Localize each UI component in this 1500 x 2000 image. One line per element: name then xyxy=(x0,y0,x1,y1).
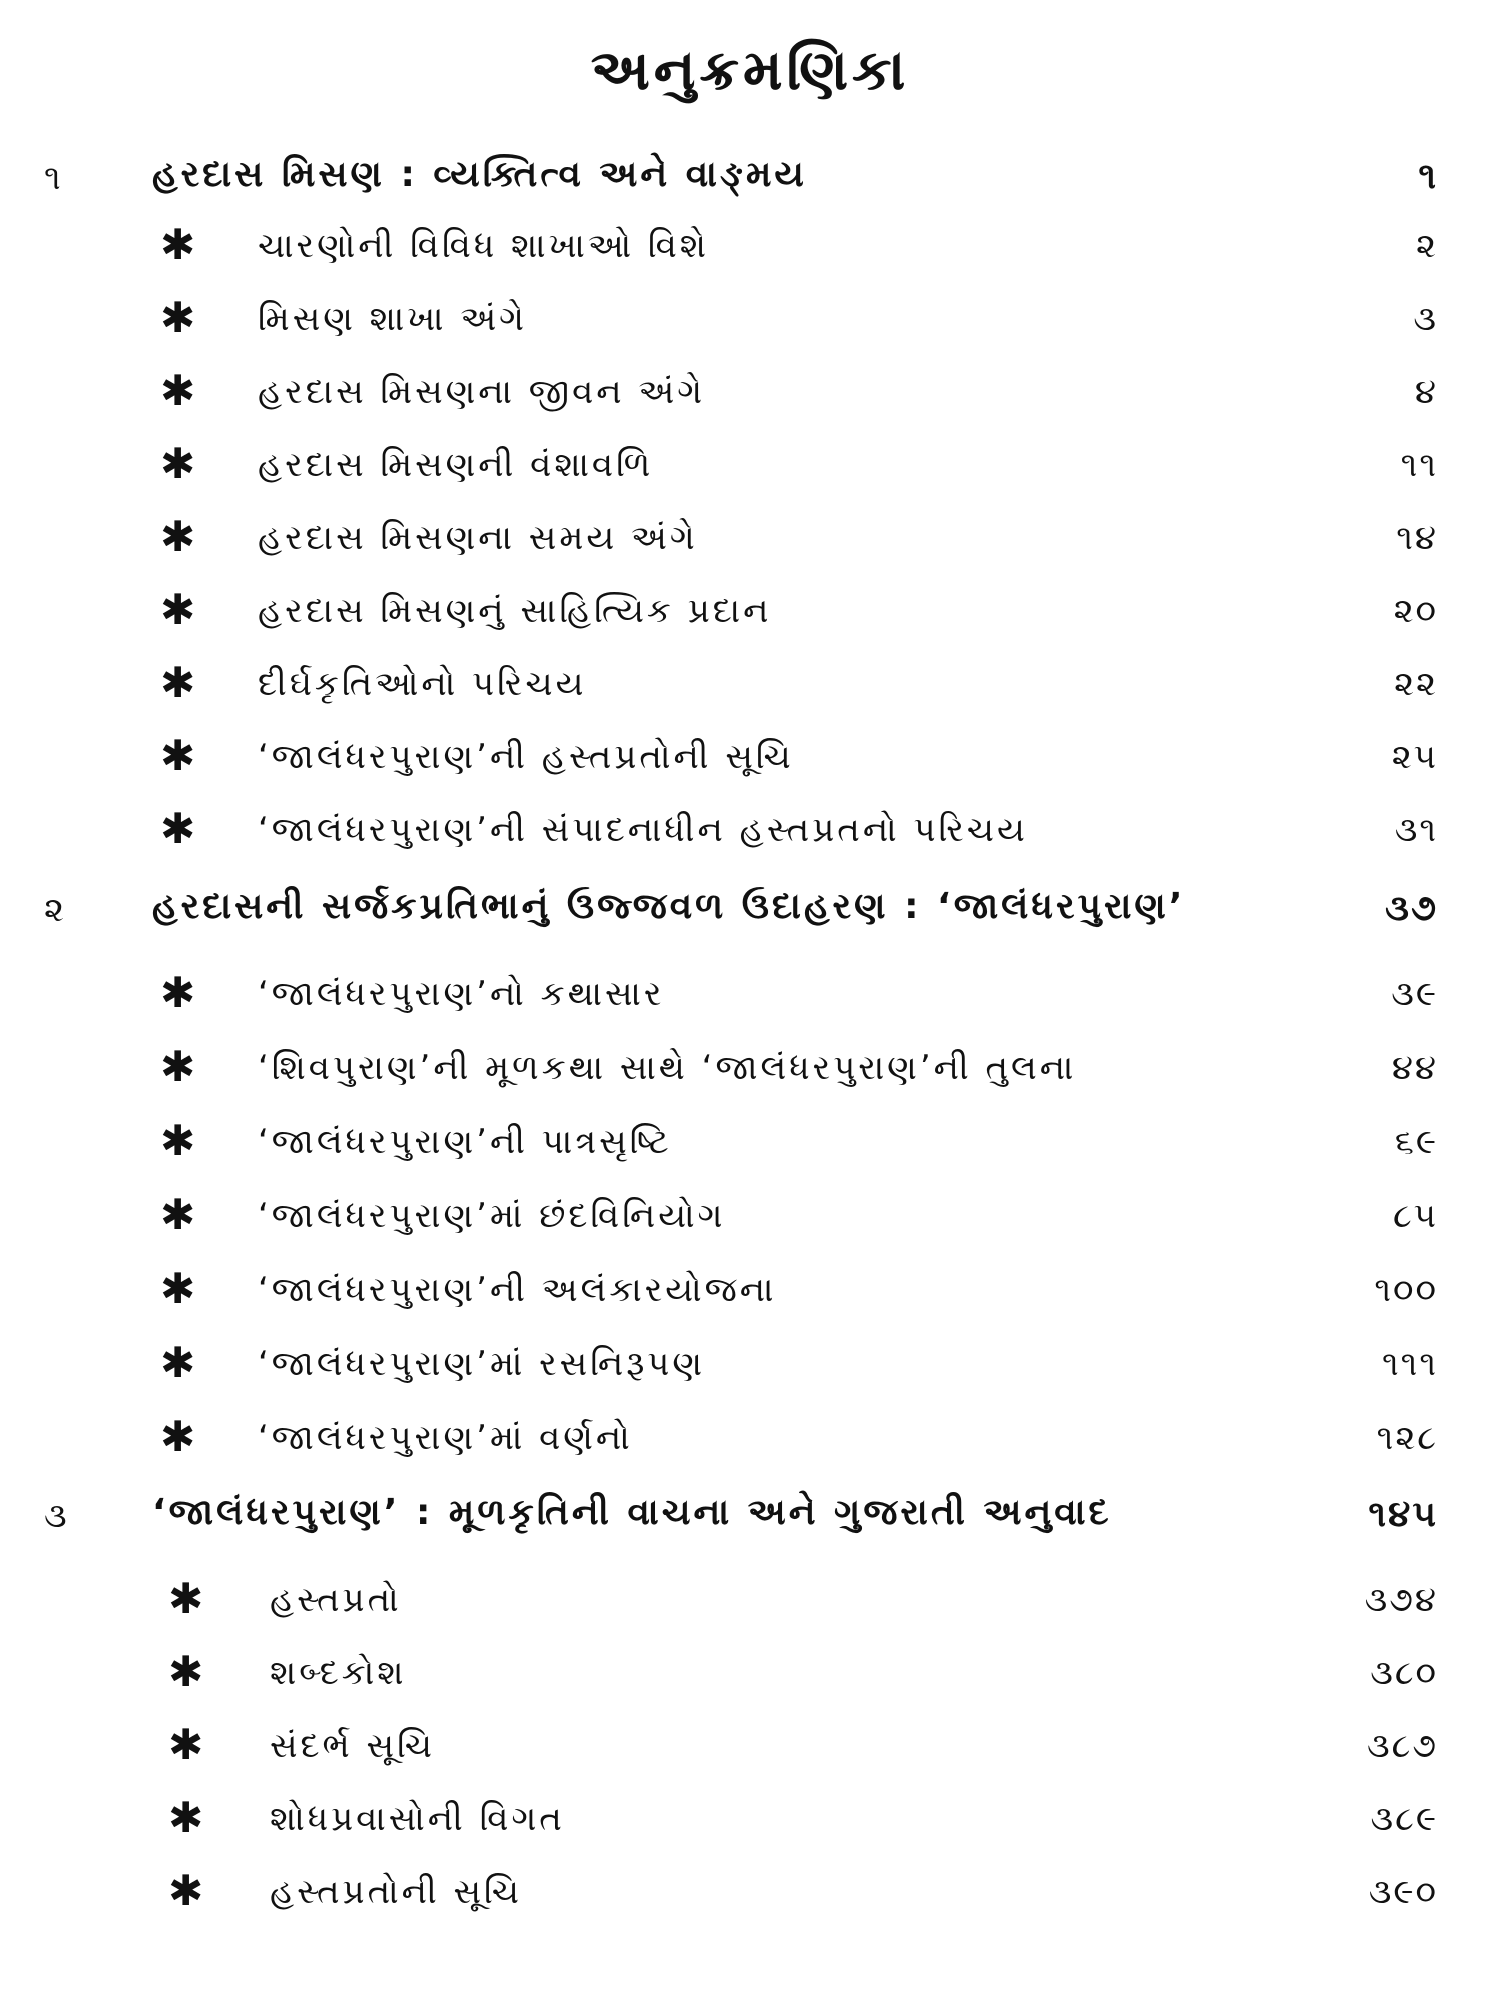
page-number: ૨ xyxy=(1416,226,1438,266)
chapter-number: ૧ xyxy=(44,158,61,198)
asterisk-bullet-icon: ✱ xyxy=(160,804,196,853)
item-title: હરદાસ મિસણના સમય અંગે xyxy=(258,518,698,558)
asterisk-bullet-icon: ✱ xyxy=(168,1574,204,1623)
item-title: ‘જાલંધરપુરાણ’માં છંદવિનિયોગ xyxy=(258,1196,726,1236)
page-number: ૧૪ xyxy=(1396,518,1438,558)
page-number: ૩૧ xyxy=(1394,810,1438,850)
chapter-number: ૨ xyxy=(44,890,64,930)
item-title: હસ્તપ્રતો xyxy=(270,1580,402,1620)
item-title: શબ્દકોશ xyxy=(270,1653,407,1693)
toc-item-row[interactable] xyxy=(0,656,1500,712)
chapter-title: હરદાસની સર્જકપ્રતિભાનું ઉજ્જવળ ઉદાહરણ : ‘જાલંધરપુરાણ’ xyxy=(152,886,1186,927)
page-number: ૩૮૯ xyxy=(1370,1799,1438,1839)
page-number: ૩૭ xyxy=(1385,888,1438,929)
item-title: ‘જાલંધરપુરાણ’ની હસ્તપ્રતોની સૂચિ xyxy=(258,737,794,777)
asterisk-bullet-icon: ✱ xyxy=(160,1412,196,1461)
toc-item-row[interactable] xyxy=(0,1791,1500,1847)
item-title: દીર્ઘકૃતિઓનો પરિચય xyxy=(258,664,587,704)
toc-item-row[interactable] xyxy=(0,1864,1500,1920)
page-number: ૧૦૦ xyxy=(1374,1270,1438,1310)
asterisk-bullet-icon: ✱ xyxy=(160,1116,196,1165)
asterisk-bullet-icon: ✱ xyxy=(160,1264,196,1313)
toc-item-row[interactable] xyxy=(0,291,1500,347)
asterisk-bullet-icon: ✱ xyxy=(168,1793,204,1842)
asterisk-bullet-icon: ✱ xyxy=(168,1866,204,1915)
page-number: ૩૮૦ xyxy=(1370,1653,1438,1693)
toc-item-row[interactable] xyxy=(0,1410,1500,1466)
item-title: ‘જાલંધરપુરાણ’નો કથાસાર xyxy=(258,974,665,1014)
asterisk-bullet-icon: ✱ xyxy=(160,512,196,561)
page-number: ૩૮૭ xyxy=(1367,1726,1438,1766)
asterisk-bullet-icon: ✱ xyxy=(160,1338,196,1387)
asterisk-bullet-icon: ✱ xyxy=(160,1042,196,1091)
page-number: ૩૯ xyxy=(1391,974,1438,1014)
toc-item-row[interactable] xyxy=(0,510,1500,566)
toc-item-row[interactable] xyxy=(0,729,1500,785)
toc-item-row[interactable] xyxy=(0,1188,1500,1244)
toc-item-row[interactable] xyxy=(0,966,1500,1022)
asterisk-bullet-icon: ✱ xyxy=(160,585,196,634)
toc-item-row[interactable] xyxy=(0,1572,1500,1628)
page-number: ૧૧૧ xyxy=(1382,1344,1438,1384)
item-title: મિસણ શાખા અંગે xyxy=(258,299,528,339)
asterisk-bullet-icon: ✱ xyxy=(160,731,196,780)
asterisk-bullet-icon: ✱ xyxy=(160,220,196,269)
page-number: ૬૯ xyxy=(1394,1122,1438,1162)
asterisk-bullet-icon: ✱ xyxy=(160,968,196,1017)
page-number: ૪ xyxy=(1414,372,1438,412)
item-title: ‘જાલંધરપુરાણ’માં રસનિરૂપણ xyxy=(258,1344,706,1384)
asterisk-bullet-icon: ✱ xyxy=(160,658,196,707)
toc-chapter-row[interactable] xyxy=(0,148,1500,204)
page-number: ૧૨૮ xyxy=(1376,1418,1438,1458)
toc-chapter-row[interactable] xyxy=(0,1486,1500,1542)
asterisk-bullet-icon: ✱ xyxy=(160,366,196,415)
toc-item-row[interactable] xyxy=(0,1718,1500,1774)
page-number: ૪૪ xyxy=(1391,1048,1438,1088)
toc-item-row[interactable] xyxy=(0,802,1500,858)
item-title: સંદર્ભ સૂચિ xyxy=(270,1726,435,1766)
toc-item-row[interactable] xyxy=(0,1262,1500,1318)
toc-item-row[interactable] xyxy=(0,1645,1500,1701)
toc-item-row[interactable] xyxy=(0,218,1500,274)
item-title: ‘જાલંધરપુરાણ’ની અલંકારયોજના xyxy=(258,1270,777,1310)
item-title: હરદાસ મિસણના જીવન અંગે xyxy=(258,372,706,412)
page-number: ૧૧ xyxy=(1400,445,1438,485)
item-title: શોધપ્રવાસોની વિગત xyxy=(270,1799,565,1839)
page-number: ૨૨ xyxy=(1394,664,1438,704)
item-title: હસ્તપ્રતોની સૂચિ xyxy=(270,1872,522,1912)
toc-item-row[interactable] xyxy=(0,1040,1500,1096)
item-title: ચારણોની વિવિધ શાખાઓ વિશે xyxy=(258,226,710,266)
asterisk-bullet-icon: ✱ xyxy=(168,1720,204,1769)
toc-item-row[interactable] xyxy=(0,583,1500,639)
page-number: ૨૫ xyxy=(1391,737,1438,777)
page-number: ૩૭૪ xyxy=(1364,1580,1438,1620)
asterisk-bullet-icon: ✱ xyxy=(168,1647,204,1696)
page-title: અનુક્રમણિકા xyxy=(590,38,910,103)
toc-item-row[interactable] xyxy=(0,437,1500,493)
item-title: હરદાસ મિસણની વંશાવળિ xyxy=(258,445,654,485)
item-title: ‘જાલંધરપુરાણ’ની પાત્રસૃષ્ટિ xyxy=(258,1122,672,1162)
toc-item-row[interactable] xyxy=(0,1114,1500,1170)
chapter-title: ‘જાલંધરપુરાણ’ : મૂળકૃતિની વાચના અને ગુજરાતી અનુવાદ xyxy=(152,1492,1112,1533)
item-title: ‘જાલંધરપુરાણ’માં વર્ણનો xyxy=(258,1418,633,1458)
asterisk-bullet-icon: ✱ xyxy=(160,439,196,488)
page-number: ૧ xyxy=(1418,156,1438,197)
item-title: હરદાસ મિસણનું સાહિત્યિક પ્રદાન xyxy=(258,591,772,631)
toc-item-row[interactable] xyxy=(0,364,1500,420)
chapter-title: હરદાસ મિસણ : વ્યક્તિત્વ અને વાઙ્મય xyxy=(152,154,807,195)
page-number: ૮૫ xyxy=(1392,1196,1438,1236)
toc-chapter-row[interactable] xyxy=(0,880,1500,936)
item-title: ‘શિવપુરાણ’ની મૂળકથા સાથે ‘જાલંધરપુરાણ’ની તુલના xyxy=(258,1048,1077,1088)
asterisk-bullet-icon: ✱ xyxy=(160,293,196,342)
asterisk-bullet-icon: ✱ xyxy=(160,1190,196,1239)
toc-item-row[interactable] xyxy=(0,1336,1500,1392)
item-title: ‘જાલંધરપુરાણ’ની સંપાદનાધીન હસ્તપ્રતનો પરિચય xyxy=(258,810,1028,850)
page-number: ૧૪૫ xyxy=(1368,1494,1438,1535)
chapter-number: ૩ xyxy=(44,1496,67,1536)
page-number: ૩૯૦ xyxy=(1368,1872,1438,1912)
page-number: ૩ xyxy=(1413,299,1438,339)
page-number: ૨૦ xyxy=(1393,591,1438,631)
